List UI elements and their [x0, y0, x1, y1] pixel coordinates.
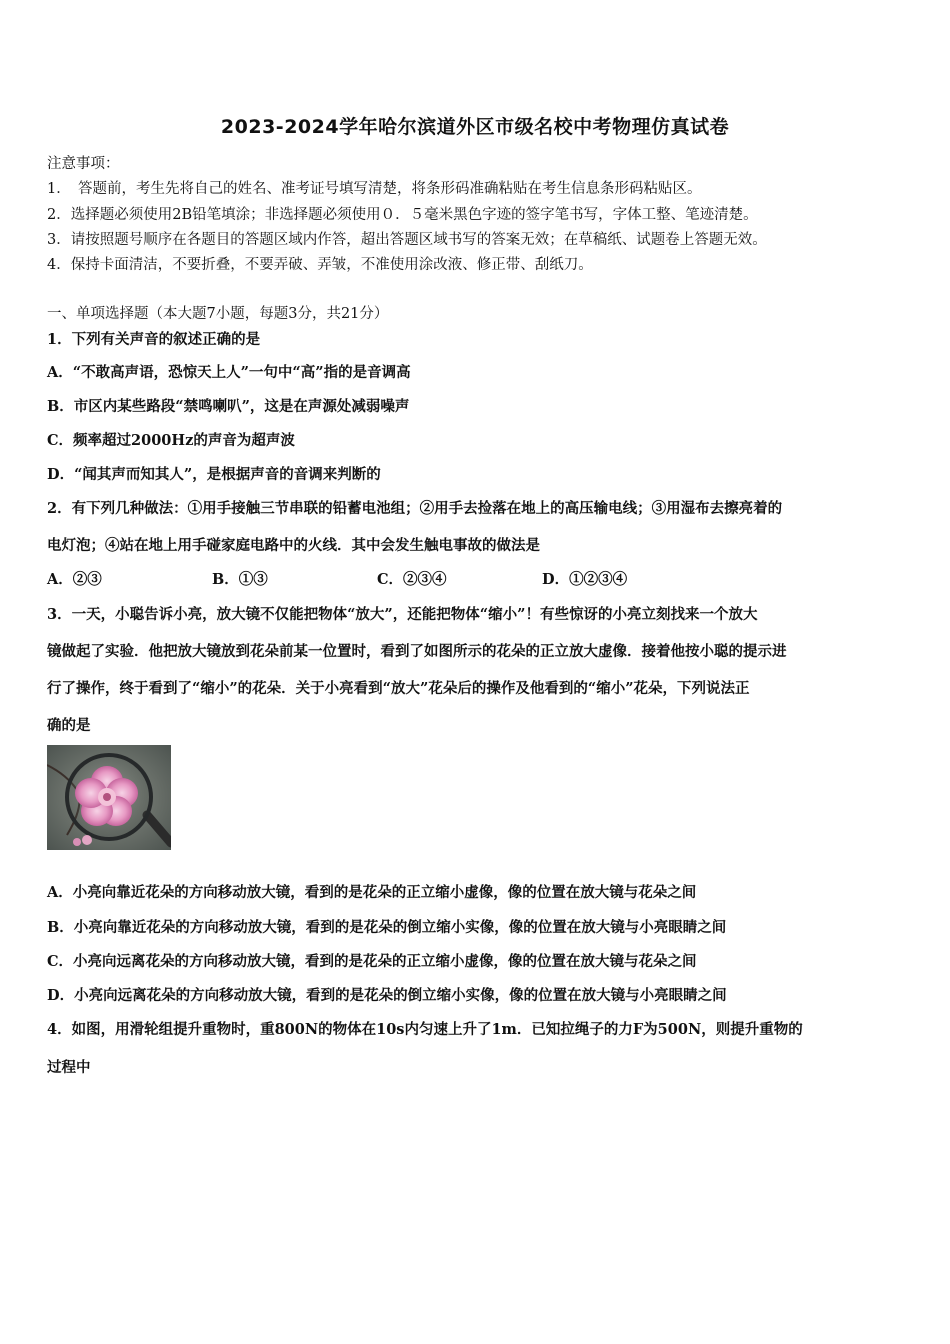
- question-1-stem: 1．下列有关声音的叙述正确的是: [47, 331, 261, 348]
- notice-heading: 注意事项：: [47, 156, 120, 172]
- question-3-stem-line-1: 3．一天，小聪告诉小亮，放大镜不仅能把物体“放大”，还能把物体“缩小”！有些惊讶的小亮立刻找来一个放大: [47, 606, 758, 623]
- question-3-option-b: B．小亮向靠近花朵的方向移动放大镜，看到的是花朵的倒立缩小实像，像的位置在放大镜与小亮眼睛之间: [47, 919, 727, 936]
- question-1-option-a: A．“不敢高声语，恐惊天上人”一句中“高”指的是音调高: [47, 364, 411, 381]
- question-2-stem-line-2: 电灯泡；④站在地上用手碰家庭电路中的火线．其中会发生触电事故的做法是: [47, 537, 540, 554]
- exam-title: 2023-2024学年哈尔滨道外区市级名校中考物理仿真试卷: [220, 116, 730, 138]
- question-4-stem-line-1: 4．如图，用滑轮组提升重物时，重800N的物体在10s内匀速上升了1m．已知拉绳子的力F为500N，则提升重物的: [47, 1021, 803, 1038]
- question-1-option-c: C．频率超过2000Hz的声音为超声波: [47, 432, 295, 449]
- question-3-option-c: C．小亮向远离花朵的方向移动放大镜，看到的是花朵的正立缩小虚像，像的位置在放大镜与花朵之间: [47, 953, 697, 970]
- notice-item: 3．请按照题号顺序在各题目的答题区域内作答，超出答题区域书写的答案无效；在草稿纸、试题卷上答题无效。: [47, 232, 767, 248]
- question-4-stem-line-2: 过程中: [47, 1059, 91, 1076]
- question-2-option-c: C．②③④: [377, 571, 447, 588]
- question-2-option-b: B．①③: [212, 571, 268, 588]
- notice-item: 4．保持卡面清洁，不要折叠，不要弄破、弄皱，不准使用涂改液、修正带、刮纸刀。: [47, 257, 593, 273]
- question-1-option-d: D．“闻其声而知其人”，是根据声音的音调来判断的: [47, 466, 381, 483]
- question-2-option-d: D．①②③④: [542, 571, 628, 588]
- question-3-stem-line-3: 行了操作，终于看到了“缩小”的花朵．关于小亮看到“放大”花朵后的操作及他看到的“缩小”花朵，下列说法正: [47, 680, 750, 697]
- question-2-option-a: A．②③: [47, 571, 102, 588]
- magnifier-flower-photo: [47, 745, 171, 850]
- question-1-option-b: B．市区内某些路段“禁鸣喇叭”，这是在声源处减弱噪声: [47, 398, 410, 415]
- question-3-option-a: A．小亮向靠近花朵的方向移动放大镜，看到的是花朵的正立缩小虚像，像的位置在放大镜与花朵之间: [47, 884, 697, 901]
- question-3-stem-line-2: 镜做起了实验．他把放大镜放到花朵前某一位置时，看到了如图所示的花朵的正立放大虚像．接着他按小聪的提示进: [47, 643, 787, 660]
- question-3-option-d: D．小亮向远离花朵的方向移动放大镜，看到的是花朵的倒立缩小实像，像的位置在放大镜与小亮眼睛之间: [47, 987, 727, 1004]
- question-2-stem-line-1: 2．有下列几种做法：①用手接触三节串联的铅蓄电池组；②用手去捡落在地上的高压输电线；③用湿布去擦亮着的: [47, 500, 783, 517]
- question-3-stem-line-4: 确的是: [47, 717, 91, 734]
- section-heading: 一、单项选择题（本大题7小题，每题3分，共21分）: [47, 306, 389, 322]
- notice-item: 1． 答题前，考生先将自己的姓名、准考证号填写清楚，将条形码准确粘贴在考生信息条形码粘贴区。: [47, 181, 702, 197]
- notice-item: 2．选择题必须使用2B铅笔填涂；非选择题必须使用０．５毫米黑色字迹的签字笔书写，字体工整、笔迹清楚。: [47, 207, 758, 223]
